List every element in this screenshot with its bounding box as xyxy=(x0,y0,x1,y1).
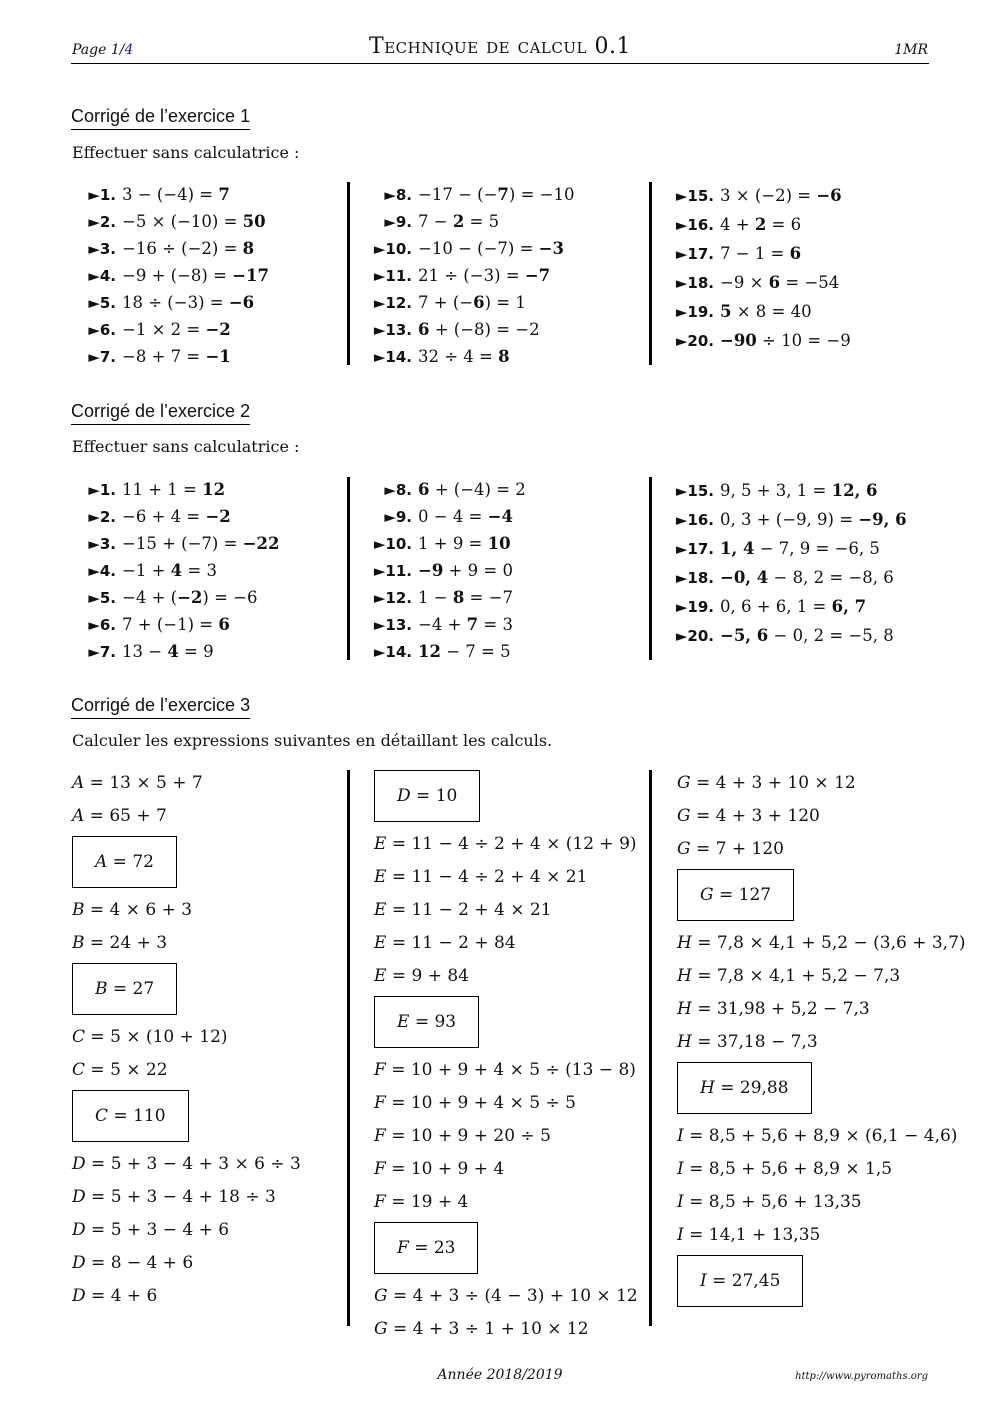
item-expression: 7 − 2 = 5 xyxy=(418,212,500,231)
exercise-item xyxy=(670,592,907,621)
item-number: ►6. xyxy=(88,616,116,634)
calc-line: H = 37,18 − 7,3 xyxy=(677,1032,818,1052)
ex3-title: Corrigé de l’exercice 3 xyxy=(71,695,250,719)
calc-line: B = 4 × 6 + 3 xyxy=(72,900,193,920)
calc-line: E = 11 − 2 + 84 xyxy=(374,933,516,953)
calc-line: G = 4 + 3 + 120 xyxy=(677,806,820,826)
item-expression: 7 + (−6) = 1 xyxy=(418,293,526,312)
exercise-item xyxy=(670,181,851,210)
exercise-item xyxy=(368,235,574,262)
item-number: ►18. xyxy=(675,569,714,587)
item-number: ►16. xyxy=(675,216,714,234)
item-number: ►2. xyxy=(88,508,116,526)
exercise-item xyxy=(670,534,907,563)
item-expression: 1, 4 − 7, 9 = −6, 5 xyxy=(720,539,880,558)
column-divider xyxy=(649,182,652,365)
item-expression: 5 × 8 = 40 xyxy=(720,302,812,321)
item-number: ►3. xyxy=(88,535,116,553)
item-number: ►7. xyxy=(88,643,116,661)
calc-line: G = 4 + 3 ÷ (4 − 3) + 10 × 12 xyxy=(374,1286,638,1306)
item-expression: 6 + (−8) = −2 xyxy=(418,320,540,339)
item-expression: 11 + 1 = 12 xyxy=(122,480,226,499)
calc-line: F = 10 + 9 + 20 ÷ 5 xyxy=(374,1126,551,1146)
calc-line: D = 5 + 3 − 4 + 18 ÷ 3 xyxy=(72,1187,276,1207)
item-number: ►8. xyxy=(384,481,412,499)
ex1-column-1 xyxy=(72,181,269,370)
item-expression: 18 ÷ (−3) = −6 xyxy=(122,293,255,312)
item-number: ►20. xyxy=(675,332,714,350)
exercise-item xyxy=(670,210,851,239)
item-number: ►10. xyxy=(373,535,412,553)
exercise-item xyxy=(670,239,851,268)
calc-line: I = 14,1 + 13,35 xyxy=(677,1225,821,1245)
footer-year: Année 2018/2019 xyxy=(437,1367,563,1383)
calc-line: A = 13 × 5 + 7 xyxy=(72,773,203,793)
ex1-column-3 xyxy=(670,181,851,355)
calc-line: I = 8,5 + 5,6 + 13,35 xyxy=(677,1192,862,1212)
item-number: ►5. xyxy=(88,589,116,607)
calc-line: E = 9 + 84 xyxy=(374,966,469,986)
exercise-item xyxy=(368,343,574,370)
exercise-item xyxy=(670,505,907,534)
item-number: ►8. xyxy=(384,186,412,204)
ex3-column-1 xyxy=(72,767,301,1313)
item-expression: −5, 6 − 0, 2 = −5, 8 xyxy=(720,626,894,645)
exercise-item xyxy=(72,289,269,316)
item-expression: −9 + (−8) = −17 xyxy=(122,266,269,285)
item-number: ►20. xyxy=(675,627,714,645)
exercise-item xyxy=(368,503,526,530)
calc-line: D = 5 + 3 − 4 + 3 × 6 ÷ 3 xyxy=(72,1154,301,1174)
item-expression: −4 + (−2) = −6 xyxy=(122,588,258,607)
exercise-item xyxy=(670,297,851,326)
column-divider xyxy=(649,477,652,660)
page-title: Technique de calcul 0.1 xyxy=(369,34,631,59)
ex1-title: Corrigé de l’exercice 1 xyxy=(71,106,250,130)
calc-line: H = 31,98 + 5,2 − 7,3 xyxy=(677,999,870,1019)
item-number: ►1. xyxy=(88,481,116,499)
item-expression: −0, 4 − 8, 2 = −8, 6 xyxy=(720,568,894,587)
column-divider xyxy=(347,477,350,660)
item-number: ►18. xyxy=(675,274,714,292)
ex2-column-1 xyxy=(72,476,279,665)
boxed-result: G = 127 xyxy=(677,866,966,927)
item-number: ►11. xyxy=(373,267,412,285)
item-number: ►17. xyxy=(675,245,714,263)
item-number: ►6. xyxy=(88,321,116,339)
item-expression: 9, 5 + 3, 1 = 12, 6 xyxy=(720,481,878,500)
item-number: ►1. xyxy=(88,186,116,204)
item-expression: −1 + 4 = 3 xyxy=(122,561,217,580)
exercise-item xyxy=(72,638,279,665)
exercise-item xyxy=(72,584,279,611)
item-expression: −8 + 7 = −1 xyxy=(122,347,231,366)
exercise-item xyxy=(368,611,526,638)
item-expression: 21 ÷ (−3) = −7 xyxy=(418,266,551,285)
ex2-column-2 xyxy=(368,476,526,665)
item-expression: −10 − (−7) = −3 xyxy=(418,239,564,258)
page-label: Page 1/ xyxy=(72,42,125,58)
item-number: ►9. xyxy=(384,508,412,526)
ex2-column-3 xyxy=(670,476,907,650)
column-divider xyxy=(649,770,652,1326)
item-expression: 6 + (−4) = 2 xyxy=(418,480,526,499)
ex3-column-3 xyxy=(677,767,966,1313)
item-expression: 32 ÷ 4 = 8 xyxy=(418,347,510,366)
exercise-item xyxy=(72,262,269,289)
item-expression: 0 − 4 = −4 xyxy=(418,507,513,526)
boxed-result: H = 29,88 xyxy=(677,1059,966,1120)
calc-line: E = 11 − 2 + 4 × 21 xyxy=(374,900,552,920)
calc-line: F = 19 + 4 xyxy=(374,1192,469,1212)
exercise-item xyxy=(72,557,279,584)
calc-line: E = 11 − 4 ÷ 2 + 4 × 21 xyxy=(374,867,588,887)
calc-line: C = 5 × 22 xyxy=(72,1060,168,1080)
calc-line: B = 24 + 3 xyxy=(72,933,168,953)
item-number: ►2. xyxy=(88,213,116,231)
exercise-item xyxy=(72,503,279,530)
exercise-item xyxy=(368,289,574,316)
item-expression: 1 − 8 = −7 xyxy=(418,588,513,607)
exercise-item xyxy=(72,181,269,208)
item-expression: 12 − 7 = 5 xyxy=(418,642,511,661)
exercise-item xyxy=(72,530,279,557)
boxed-result: I = 27,45 xyxy=(677,1252,966,1313)
item-expression: −16 ÷ (−2) = 8 xyxy=(122,239,255,258)
exercise-item xyxy=(72,343,269,370)
class-code: 1MR xyxy=(894,42,928,58)
item-expression: −17 − (−7) = −10 xyxy=(418,185,575,204)
calc-line: I = 8,5 + 5,6 + 8,9 × (6,1 − 4,6) xyxy=(677,1126,958,1146)
ex3-intro: Calculer les expressions suivantes en détaillant les calculs. xyxy=(72,731,553,750)
item-expression: −4 + 7 = 3 xyxy=(418,615,513,634)
exercise-item xyxy=(368,584,526,611)
item-expression: −9 × 6 = −54 xyxy=(720,273,840,292)
boxed-result: B = 27 xyxy=(72,960,301,1021)
exercise-item xyxy=(670,268,851,297)
item-expression: 4 + 2 = 6 xyxy=(720,215,802,234)
exercise-item xyxy=(72,235,269,262)
item-number: ►5. xyxy=(88,294,116,312)
exercise-item xyxy=(368,476,526,503)
item-expression: 7 − 1 = 6 xyxy=(720,244,802,263)
boxed-result: E = 93 xyxy=(374,993,638,1054)
exercise-item xyxy=(368,316,574,343)
item-number: ►12. xyxy=(373,589,412,607)
item-number: ►15. xyxy=(675,187,714,205)
ex2-intro: Effectuer sans calculatrice : xyxy=(72,437,300,456)
item-number: ►13. xyxy=(373,321,412,339)
item-expression: −90 ÷ 10 = −9 xyxy=(720,331,851,350)
exercise-item xyxy=(72,316,269,343)
boxed-result: F = 23 xyxy=(374,1219,638,1280)
page-total-link[interactable]: 4 xyxy=(124,42,134,58)
calc-line: G = 4 + 3 ÷ 1 + 10 × 12 xyxy=(374,1319,589,1339)
column-divider xyxy=(347,770,350,1326)
item-expression: −1 × 2 = −2 xyxy=(122,320,231,339)
calc-line: D = 5 + 3 − 4 + 6 xyxy=(72,1220,230,1240)
calc-line: A = 65 + 7 xyxy=(72,806,167,826)
boxed-result: A = 72 xyxy=(72,833,301,894)
exercise-item xyxy=(72,208,269,235)
item-expression: 3 − (−4) = 7 xyxy=(122,185,230,204)
item-number: ►9. xyxy=(384,213,412,231)
calc-line: D = 8 − 4 + 6 xyxy=(72,1253,194,1273)
item-expression: −9 + 9 = 0 xyxy=(418,561,513,580)
item-expression: 0, 3 + (−9, 9) = −9, 6 xyxy=(720,510,907,529)
ex1-intro: Effectuer sans calculatrice : xyxy=(72,143,300,162)
exercise-item xyxy=(72,611,279,638)
footer-url-link[interactable]: http://www.pyromaths.org xyxy=(795,1371,928,1382)
item-number: ►10. xyxy=(373,240,412,258)
ex3-column-2 xyxy=(374,767,638,1346)
calc-line: F = 10 + 9 + 4 xyxy=(374,1159,505,1179)
item-expression: −15 + (−7) = −22 xyxy=(122,534,280,553)
exercise-item xyxy=(368,638,526,665)
item-expression: 13 − 4 = 9 xyxy=(122,642,214,661)
exercise-item xyxy=(368,262,574,289)
exercise-item xyxy=(368,208,574,235)
item-number: ►3. xyxy=(88,240,116,258)
item-number: ►15. xyxy=(675,482,714,500)
exercise-item xyxy=(72,476,279,503)
column-divider xyxy=(347,182,350,365)
item-number: ►12. xyxy=(373,294,412,312)
item-number: ►17. xyxy=(675,540,714,558)
calc-line: C = 5 × (10 + 12) xyxy=(72,1027,228,1047)
item-number: ►4. xyxy=(88,562,116,580)
calc-line: I = 8,5 + 5,6 + 8,9 × 1,5 xyxy=(677,1159,893,1179)
ex2-title: Corrigé de l’exercice 2 xyxy=(71,401,250,425)
item-number: ►11. xyxy=(373,562,412,580)
item-expression: 7 + (−1) = 6 xyxy=(122,615,230,634)
item-number: ►4. xyxy=(88,267,116,285)
item-expression: 1 + 9 = 10 xyxy=(418,534,511,553)
item-number: ►19. xyxy=(675,303,714,321)
calc-line: H = 7,8 × 4,1 + 5,2 − 7,3 xyxy=(677,966,901,986)
exercise-item xyxy=(368,557,526,584)
exercise-item xyxy=(368,530,526,557)
item-expression: 0, 6 + 6, 1 = 6, 7 xyxy=(720,597,867,616)
item-expression: 3 × (−2) = −6 xyxy=(720,186,842,205)
ex1-column-2 xyxy=(368,181,574,370)
calc-line: H = 7,8 × 4,1 + 5,2 − (3,6 + 3,7) xyxy=(677,933,966,953)
item-expression: −5 × (−10) = 50 xyxy=(122,212,266,231)
item-number: ►7. xyxy=(88,348,116,366)
calc-line: F = 10 + 9 + 4 × 5 ÷ (13 − 8) xyxy=(374,1060,636,1080)
exercise-item xyxy=(670,563,907,592)
calc-line: G = 7 + 120 xyxy=(677,839,784,859)
exercise-item xyxy=(670,621,907,650)
item-number: ►19. xyxy=(675,598,714,616)
item-expression: −6 + 4 = −2 xyxy=(122,507,231,526)
item-number: ►16. xyxy=(675,511,714,529)
exercise-item xyxy=(670,326,851,355)
boxed-result: C = 110 xyxy=(72,1087,301,1148)
calc-line: D = 4 + 6 xyxy=(72,1286,158,1306)
exercise-item xyxy=(368,181,574,208)
item-number: ►14. xyxy=(373,643,412,661)
header-rule xyxy=(71,63,929,64)
item-number: ►13. xyxy=(373,616,412,634)
boxed-result: D = 10 xyxy=(374,767,638,828)
calc-line: F = 10 + 9 + 4 × 5 ÷ 5 xyxy=(374,1093,576,1113)
exercise-item xyxy=(670,476,907,505)
item-number: ►14. xyxy=(373,348,412,366)
calc-line: G = 4 + 3 + 10 × 12 xyxy=(677,773,856,793)
calc-line: E = 11 − 4 ÷ 2 + 4 × (12 + 9) xyxy=(374,834,637,854)
